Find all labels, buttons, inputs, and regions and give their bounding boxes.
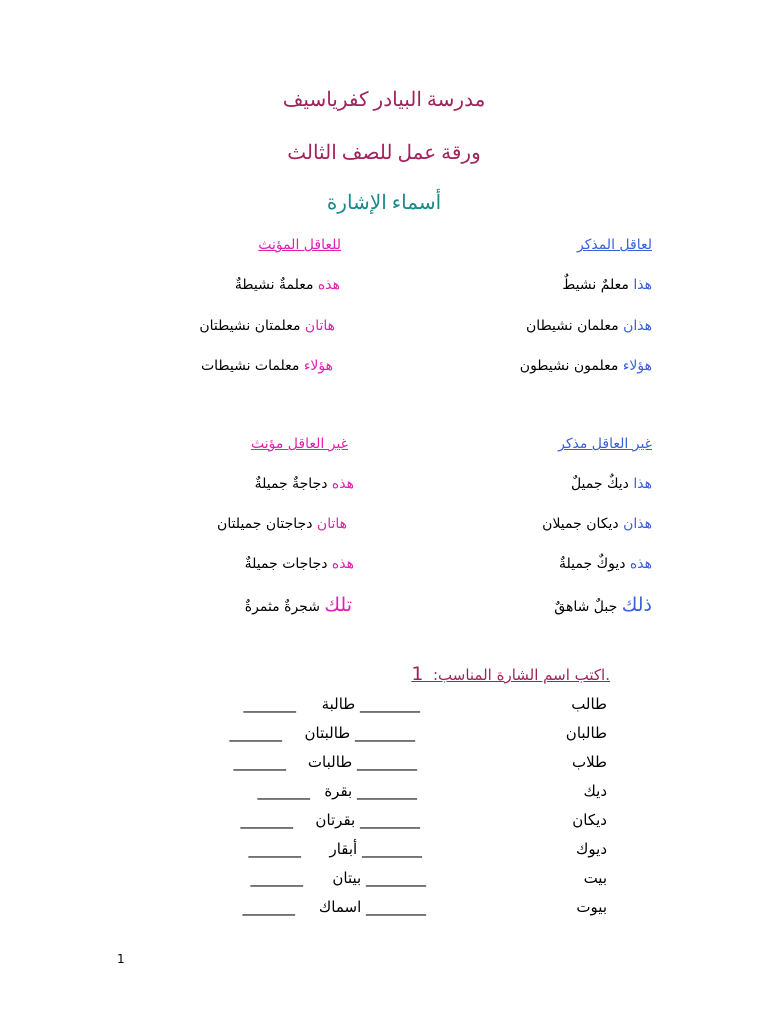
nonrational-fem-row bbox=[245, 596, 352, 615]
rational-masc-header: لعاقل المذكر bbox=[576, 237, 652, 253]
exercise-blank[interactable]: _______ bbox=[229, 724, 282, 742]
demonstrative: هذا bbox=[633, 277, 652, 293]
nonrational-fem-row bbox=[245, 557, 354, 571]
demonstrative: هذا bbox=[633, 476, 652, 492]
exercise-middle[interactable]: ________ طالبتان bbox=[304, 724, 415, 742]
exercise-right-word: بيت bbox=[583, 869, 607, 887]
demonstrative: تلك bbox=[324, 594, 352, 616]
exercise-title bbox=[411, 665, 610, 684]
exercise-right-word: بيوت bbox=[576, 898, 607, 916]
example-text: ديكان جميلان bbox=[542, 516, 619, 532]
demonstrative: هذه bbox=[331, 476, 354, 492]
demonstrative: هذان bbox=[623, 318, 652, 334]
exercise-middle[interactable]: ________ بقرتان bbox=[315, 811, 420, 829]
rational-fem-row bbox=[201, 359, 333, 373]
demonstrative: هؤلاء bbox=[303, 358, 333, 374]
nonrational-masc-row bbox=[542, 517, 652, 531]
example-text: معلمةٌ نشيطةٌ bbox=[234, 277, 314, 293]
exercise-blank[interactable]: _______ bbox=[243, 695, 296, 713]
page-number: 1 bbox=[117, 952, 125, 966]
example-text: معلمتان نشيطتان bbox=[199, 318, 301, 334]
nonrational-fem-row bbox=[217, 517, 347, 531]
rational-fem-row bbox=[235, 278, 340, 292]
exercise-right-word: ديوك bbox=[576, 840, 607, 858]
exercise-blank[interactable]: _______ bbox=[233, 753, 286, 771]
school-name: مدرسة البيادر كفرياسيف bbox=[282, 89, 486, 111]
nonrational-fem-row bbox=[255, 477, 354, 491]
rational-fem-row bbox=[199, 319, 335, 333]
nonrational-masc-row bbox=[554, 596, 652, 615]
example-text: معلمون نشيطون bbox=[519, 358, 619, 374]
exercise-middle[interactable]: ________ اسماك bbox=[318, 898, 426, 916]
exercise-right-word: ديك bbox=[583, 782, 607, 800]
exercise-middle[interactable]: ________ بقرة bbox=[324, 782, 417, 800]
exercise-right-word: طالب bbox=[571, 695, 607, 713]
exercise-right-word: طلاب bbox=[571, 753, 607, 771]
demonstrative: هاتان bbox=[304, 318, 335, 334]
nonrational-masc-row bbox=[559, 557, 652, 571]
example-text: شجرةٌ مثمرةٌ bbox=[244, 599, 320, 615]
exercise-number: 1 bbox=[411, 663, 424, 685]
exercise-blank[interactable]: _______ bbox=[240, 811, 293, 829]
exercise-blank[interactable]: _______ bbox=[248, 840, 301, 858]
demonstrative: هاتان bbox=[316, 516, 347, 532]
exercise-middle[interactable]: ________ طالبة bbox=[321, 695, 420, 713]
exercise-blank[interactable]: _______ bbox=[250, 869, 303, 887]
exercise-middle[interactable]: ________ أبقار bbox=[329, 840, 422, 858]
worksheet-title: ورقة عمل للصف الثالث bbox=[287, 142, 481, 164]
example-text: دجاجةٌ جميلةٌ bbox=[254, 476, 328, 492]
example-text: ديكٌ جميلٌ bbox=[570, 476, 629, 492]
topic-title: أسماء الإشارة bbox=[326, 192, 442, 214]
example-text: دجاجتان جميلتان bbox=[217, 516, 313, 532]
exercise-title-text: .اكتب اسم الشارة المناسب: bbox=[432, 666, 610, 684]
demonstrative: هذان bbox=[623, 516, 652, 532]
demonstrative: هؤلاء bbox=[622, 358, 652, 374]
demonstrative: هذه bbox=[331, 556, 354, 572]
rational-masc-row bbox=[520, 359, 652, 373]
rational-masc-row bbox=[562, 278, 652, 292]
example-text: معلمٌ نشيطٌ bbox=[562, 277, 629, 293]
example-text: معلمات نشيطات bbox=[200, 358, 300, 374]
exercise-middle[interactable]: ________ طالبات bbox=[307, 753, 417, 771]
example-text: معلمان نشيطان bbox=[526, 318, 619, 334]
demonstrative: هذه bbox=[317, 277, 340, 293]
nonrational-masc-header: غير العاقل مذكر bbox=[558, 436, 652, 452]
nonrational-fem-header: غير العاقل مؤنث bbox=[250, 436, 348, 452]
example-text: ديوكٌ جميلةٌ bbox=[559, 556, 626, 572]
exercise-blank[interactable]: _______ bbox=[242, 898, 295, 916]
demonstrative: هذه bbox=[629, 556, 652, 572]
exercise-right-word: ديكان bbox=[572, 811, 607, 829]
example-text: دجاجات جميلةٌ bbox=[244, 556, 328, 572]
exercise-right-word: طالبان bbox=[565, 724, 607, 742]
demonstrative: ذلك bbox=[621, 594, 652, 616]
rational-fem-header: للعاقل المؤنث bbox=[258, 237, 341, 253]
nonrational-masc-row bbox=[571, 477, 652, 491]
example-text: جبلٌ شاهقٌ bbox=[554, 599, 618, 615]
exercise-middle[interactable]: ________ بيتان bbox=[332, 869, 426, 887]
exercise-blank[interactable]: _______ bbox=[257, 782, 310, 800]
rational-masc-row bbox=[526, 319, 652, 333]
